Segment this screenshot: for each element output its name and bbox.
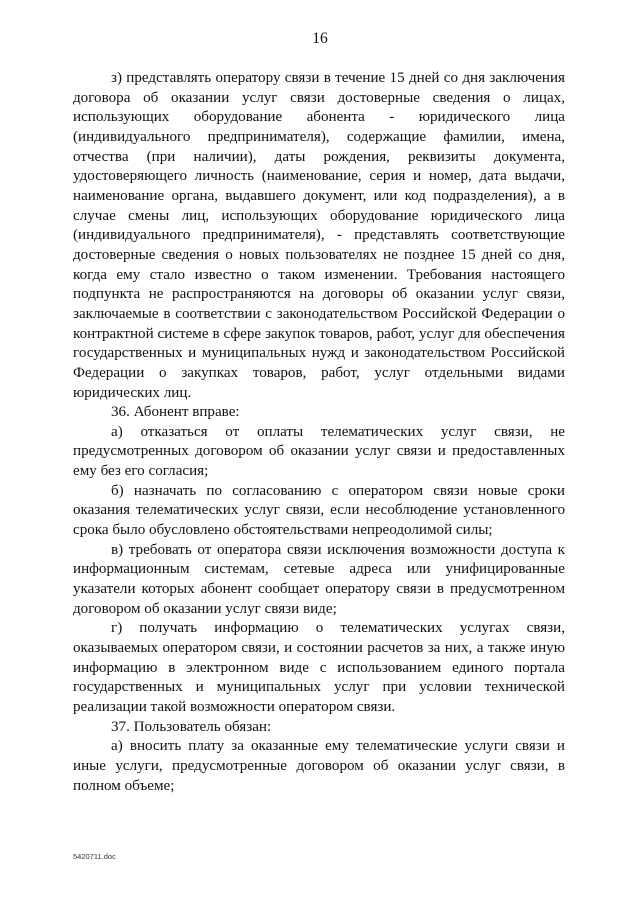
- paragraph-clause-36-b: б) назначать по согласованию с оператором связи новые сроки оказания телематических услуг связи, если несоблюдение установленного срока было обусловлено обстоятельствами непреодолимой силы;: [73, 482, 565, 539]
- document-file-code: 5420711.doc: [73, 852, 116, 861]
- paragraph-clause-36-a: а) отказаться от оплаты телематических услуг связи, не предусмотренных договором об оказании услуг связи и предоставленных ему без его согласия;: [73, 423, 565, 480]
- paragraph-clause-36-heading: 36. Абонент вправе:: [111, 404, 240, 421]
- document-body: [73, 69, 565, 796]
- paragraph-clause-36-g: г) получать информацию о телематических услугах связи, оказываемых оператором связи, и состоянии расчетов за них, а также иную информацию в электронном виде с использованием единого портала государственных и муниципальных услуг при условии технической реализации такой возможности оператором связи.: [73, 620, 565, 715]
- paragraph-clause-37-heading: 37. Пользователь обязан:: [111, 718, 272, 735]
- paragraph-clause-36-v: в) требовать от оператора связи исключения возможности доступа к информационным системам, сетевые адреса или унифицированные указатели которых абонент сообщает оператору связи в предусмотренном договором об оказании услуг связи виде;: [73, 541, 565, 617]
- page-number: 16: [312, 30, 328, 47]
- paragraph-subitem-z: з) представлять оператору связи в течение 15 дней со дня заключения договора об оказании услуг связи достоверные сведения о лицах, использующих оборудование абонента - юридического лица (индивидуального предпринимателя), содержащие фамилии, имена, отчества (при наличии), даты рождения, реквизиты документа, удостоверяющего личность (наименование, серия и номер, дата выдачи, наименование органа, выдавшего документ, или код подразделения), а в случае смены лиц, использующих оборудование юридического лица (индивидуального предпринимателя), - представлять соответствующие достоверные сведения о новых пользователях не позднее 15 дней со дня, когда ему стало известно о таком изменении. Требования настоящего подпункта не распространяются на договоры об оказании услуг связи, заключаемые в соответствии с законодательством Российской Федерации о контрактной системе в сфере закупок товаров, работ, услуг для обеспечения государственных и муниципальных нужд и законодательством Российской Федерации о закупках товаров, работ, услуг отдельными видами юридических лиц.: [73, 70, 565, 401]
- paragraph-clause-37-a: а) вносить плату за оказанные ему телематические услуги связи и иные услуги, предусмотренные договором об оказании услуг связи, в полном объеме;: [73, 738, 565, 794]
